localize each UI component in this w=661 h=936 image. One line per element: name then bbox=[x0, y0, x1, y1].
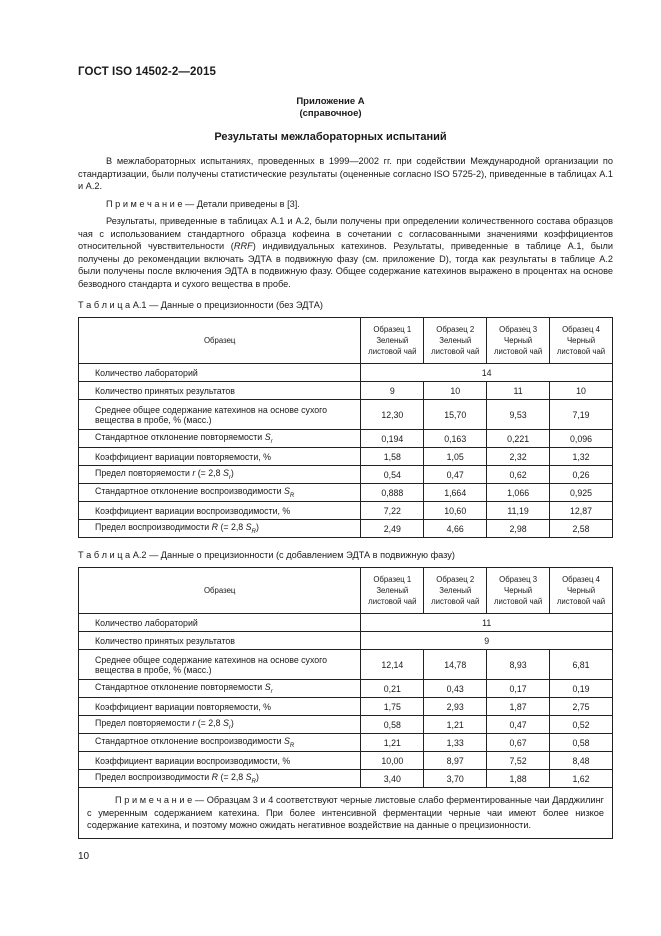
row-label: Коэффициент вариации повторяемости, % bbox=[79, 448, 361, 466]
header-line: Образец 1 bbox=[373, 575, 412, 584]
cell-value: 0,47 bbox=[487, 716, 550, 734]
header-line: листовой чай bbox=[556, 347, 606, 356]
row-label: Предел воспроизводимости R (= 2,8 $S_R$) bbox=[79, 770, 361, 788]
cell-value: 1,58 bbox=[361, 448, 424, 466]
merged-value: 9 bbox=[361, 632, 613, 650]
cell-value: 2,32 bbox=[487, 448, 550, 466]
cell-value: 0,17 bbox=[487, 680, 550, 698]
cell-value: 1,21 bbox=[424, 716, 487, 734]
cell-value: 1,75 bbox=[361, 698, 424, 716]
cell-value: 1,664 bbox=[424, 484, 487, 502]
row-label: Предел повторяемости r (= 2,8 $S_r$) bbox=[79, 466, 361, 484]
row-label: Коэффициент вариации воспроизводимости, % bbox=[79, 502, 361, 520]
cell-value: 0,52 bbox=[550, 716, 613, 734]
cell-value: 1,32 bbox=[550, 448, 613, 466]
merged-value: 14 bbox=[361, 364, 613, 382]
table-row bbox=[79, 400, 613, 430]
row-label: Количество лабораторий bbox=[79, 364, 361, 382]
header-line: Черный bbox=[566, 336, 596, 345]
row-label: Предел воспроизводимости R (= 2,8 $S_R$) bbox=[79, 520, 361, 538]
document-title: ГОСТ ISO 14502-2—2015 bbox=[78, 66, 216, 78]
header-line: листовой чай bbox=[368, 597, 417, 606]
intro-paragraph-2: Результаты, приведенные в таблицах А.1 и А.2, были получены при определении количественного состава образцов чая с использованием стандартного образца кофеина в сочетании с согласованными значениями коэффициентов относительной чувствительности (RRF) индивидуальных катехинов. Результаты, приведенные в таблице А.1, были получены до рекомендации включать ЭДТА в подвижную фазу (см. приложение D), тогда как результаты в таблице А.2 были получены после включения ЭДТА в подвижную фазу. Общее содержание катехинов выражено в процентах на основе безводного стандарта и сухого вещества в пробе. bbox=[78, 216, 613, 289]
intro-note: П р и м е ч а н и е — Детали приведены в [3]. bbox=[106, 199, 300, 209]
cell-value: 1,21 bbox=[361, 734, 424, 752]
table-row bbox=[79, 614, 613, 632]
header-line: листовой чай bbox=[556, 597, 606, 606]
table-note: П р и м е ч а н и е — Образцам 3 и 4 соответствуют черные листовые слабо ферментированные чаи Дарджилинг с умеренным содержанием катехина. При более интенсивной ферментации черные чаи имеют более низкое содержание катехина, и поэтому можно ожидать негативное воздействие на данные о прецизионности. bbox=[79, 788, 613, 839]
cell-value: 0,26 bbox=[550, 466, 613, 484]
annex-title: Приложение А bbox=[296, 96, 365, 107]
table-row bbox=[79, 698, 613, 716]
cell-value: 0,221 bbox=[487, 430, 550, 448]
header-line: Образец 2 bbox=[436, 575, 475, 584]
cell-value: 2,49 bbox=[361, 520, 424, 538]
cell-value: 2,58 bbox=[550, 520, 613, 538]
table-row bbox=[79, 680, 613, 698]
cell-value: 14,78 bbox=[424, 650, 487, 680]
header-line: листовой чай bbox=[493, 597, 543, 606]
cell-value: 1,066 bbox=[487, 484, 550, 502]
cell-value: 0,47 bbox=[424, 466, 487, 484]
header-sample: Образец bbox=[79, 318, 361, 364]
cell-value: 0,19 bbox=[550, 680, 613, 698]
header-sample-3 bbox=[487, 318, 550, 364]
header-line: Зеленый bbox=[439, 336, 472, 345]
table-row bbox=[79, 650, 613, 680]
cell-value: 2,75 bbox=[550, 698, 613, 716]
cell-value: 1,88 bbox=[487, 770, 550, 788]
header-line: Образец 2 bbox=[436, 325, 475, 334]
header-line: Зеленый bbox=[376, 336, 409, 345]
cell-value: 7,19 bbox=[550, 400, 613, 430]
intro-paragraph-1: В межлабораторных испытаниях, проведенных в 1999—2002 гг. при содействии Международной организации по стандартизации, были получены статистические результаты (оцененные согласно ISO 5725-2), приведенные в таблицах А.1 и А.2. bbox=[78, 156, 613, 192]
table-row bbox=[79, 448, 613, 466]
cell-value: 6,81 bbox=[550, 650, 613, 680]
cell-value: 2,98 bbox=[487, 520, 550, 538]
header-line: Образец 4 bbox=[562, 325, 600, 334]
header-line: Зеленый bbox=[439, 586, 472, 595]
table-row bbox=[79, 520, 613, 538]
cell-value: 15,70 bbox=[424, 400, 487, 430]
header-sample: Образец bbox=[79, 568, 361, 614]
cell-value: 0,54 bbox=[361, 466, 424, 484]
table-row bbox=[79, 716, 613, 734]
cell-value: 4,66 bbox=[424, 520, 487, 538]
header-line: Образец 4 bbox=[562, 575, 600, 584]
header-sample-3 bbox=[487, 568, 550, 614]
cell-value: 10 bbox=[550, 382, 613, 400]
header-line: Образец 1 bbox=[373, 325, 412, 334]
cell-value: 1,87 bbox=[487, 698, 550, 716]
cell-value: 0,888 bbox=[361, 484, 424, 502]
row-label: Стандартное отклонение повторяемости $S_r$ bbox=[79, 430, 361, 448]
cell-value: 10 bbox=[424, 382, 487, 400]
cell-value: 12,87 bbox=[550, 502, 613, 520]
table-1-caption: Т а б л и ц а А.1 — Данные о прецизионности (без ЭДТА) bbox=[78, 300, 323, 310]
row-label: Стандартное отклонение повторяемости $S_r$ bbox=[79, 680, 361, 698]
table-row bbox=[79, 484, 613, 502]
header-line: Зеленый bbox=[376, 586, 409, 595]
row-label: Стандартное отклонение воспроизводимости $S_R$ bbox=[79, 484, 361, 502]
header-line: Образец 3 bbox=[499, 325, 538, 334]
cell-value: 10,00 bbox=[361, 752, 424, 770]
header-sample-1 bbox=[361, 318, 424, 364]
cell-value: 0,194 bbox=[361, 430, 424, 448]
header-sample-4 bbox=[550, 318, 613, 364]
cell-value: 11,19 bbox=[487, 502, 550, 520]
row-label: Предел повторяемости r (= 2,8 $S_r$) bbox=[79, 716, 361, 734]
row-label: Среднее общее содержание катехинов на основе сухого вещества в пробе, % (масс.) bbox=[79, 400, 361, 430]
cell-value: 2,93 bbox=[424, 698, 487, 716]
cell-value: 12,14 bbox=[361, 650, 424, 680]
cell-value: 0,43 bbox=[424, 680, 487, 698]
cell-value: 11 bbox=[487, 382, 550, 400]
table-row bbox=[79, 382, 613, 400]
row-label: Количество принятых результатов bbox=[79, 632, 361, 650]
table-row bbox=[79, 502, 613, 520]
cell-value: 10,60 bbox=[424, 502, 487, 520]
row-label: Количество лабораторий bbox=[79, 614, 361, 632]
table-row bbox=[79, 770, 613, 788]
header-line: листовой чай bbox=[431, 597, 480, 606]
table-row bbox=[79, 466, 613, 484]
cell-value: 0,58 bbox=[550, 734, 613, 752]
cell-value: 3,40 bbox=[361, 770, 424, 788]
cell-value: 7,52 bbox=[487, 752, 550, 770]
table-2-caption: Т а б л и ц а А.2 — Данные о прецизионности (с добавлением ЭДТА в подвижную фазу) bbox=[78, 550, 455, 560]
cell-value: 3,70 bbox=[424, 770, 487, 788]
cell-value: 0,21 bbox=[361, 680, 424, 698]
header-line: листовой чай bbox=[493, 347, 543, 356]
header-line: Черный bbox=[504, 586, 533, 595]
header-sample-1 bbox=[361, 568, 424, 614]
annex-subtitle: (справочное) bbox=[299, 108, 362, 119]
page-number: 10 bbox=[78, 851, 90, 862]
section-heading: Результаты межлабораторных испытаний bbox=[214, 131, 447, 143]
header-sample-2 bbox=[424, 568, 487, 614]
cell-value: 0,163 bbox=[424, 430, 487, 448]
row-label: Количество принятых результатов bbox=[79, 382, 361, 400]
cell-value: 8,97 bbox=[424, 752, 487, 770]
cell-value: 1,62 bbox=[550, 770, 613, 788]
cell-value: 8,93 bbox=[487, 650, 550, 680]
cell-value: 9,53 bbox=[487, 400, 550, 430]
table-row bbox=[79, 430, 613, 448]
cell-value: 8,48 bbox=[550, 752, 613, 770]
cell-value: 7,22 bbox=[361, 502, 424, 520]
precision-table-2 bbox=[78, 567, 613, 839]
table-row bbox=[79, 364, 613, 382]
header-line: Черный bbox=[504, 336, 533, 345]
header-sample-4 bbox=[550, 568, 613, 614]
merged-value: 11 bbox=[361, 614, 613, 632]
header-sample-2 bbox=[424, 318, 487, 364]
row-label: Стандартное отклонение воспроизводимости $S_R$ bbox=[79, 734, 361, 752]
cell-value: 1,33 bbox=[424, 734, 487, 752]
row-label: Среднее общее содержание катехинов на основе сухого вещества в пробе, % (масс.) bbox=[79, 650, 361, 680]
row-label: Коэффициент вариации повторяемости, % bbox=[79, 698, 361, 716]
cell-value: 0,58 bbox=[361, 716, 424, 734]
header-line: Черный bbox=[566, 586, 596, 595]
cell-value: 12,30 bbox=[361, 400, 424, 430]
table-row bbox=[79, 752, 613, 770]
header-line: листовой чай bbox=[368, 347, 417, 356]
cell-value: 9 bbox=[361, 382, 424, 400]
cell-value: 0,925 bbox=[550, 484, 613, 502]
table-row bbox=[79, 734, 613, 752]
table-row bbox=[79, 632, 613, 650]
header-line: Образец 3 bbox=[499, 575, 538, 584]
cell-value: 0,096 bbox=[550, 430, 613, 448]
cell-value: 1,05 bbox=[424, 448, 487, 466]
cell-value: 0,67 bbox=[487, 734, 550, 752]
row-label: Коэффициент вариации воспроизводимости, % bbox=[79, 752, 361, 770]
header-line: листовой чай bbox=[431, 347, 480, 356]
cell-value: 0,62 bbox=[487, 466, 550, 484]
precision-table-1 bbox=[78, 317, 613, 538]
